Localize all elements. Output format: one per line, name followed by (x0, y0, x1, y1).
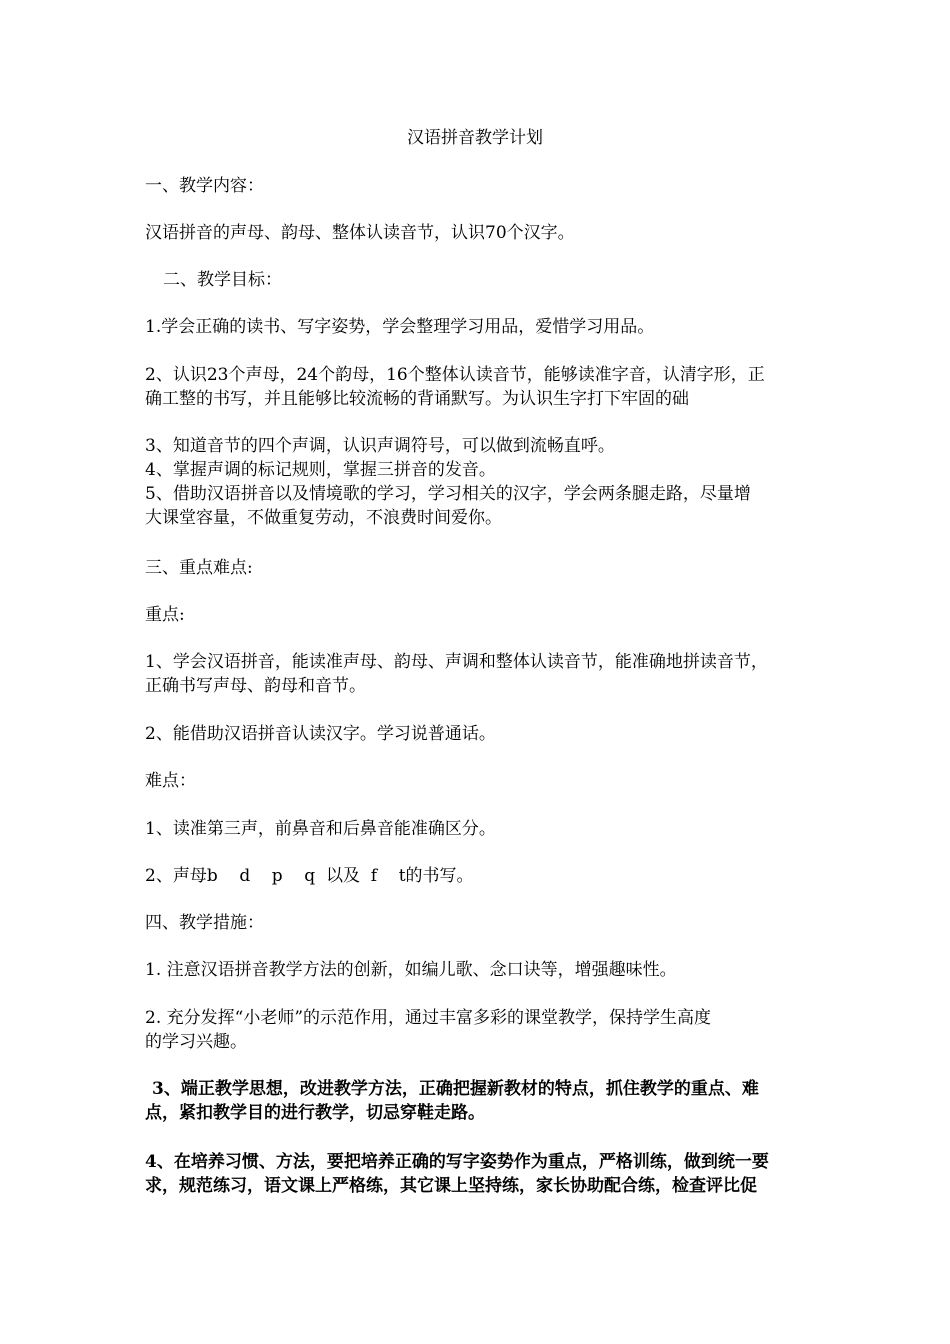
section-heading-key-points: 三、重点难点: (145, 558, 253, 578)
goal-4: 4、掌握声调的标记规则，掌握三拼音的发音。 (145, 460, 496, 480)
goal-5-line-2: 大课堂容量，不做重复劳动，不浪费时间爱你。 (145, 508, 502, 528)
key-2: 2、能借助汉语拼音认读汉字。学习说普通话。 (145, 724, 496, 744)
subheading-key: 重点: (145, 605, 185, 625)
measure-3-line-1: 3、端正教学思想，改进教学方法，正确把握新教材的特点，抓住教学的重点、难 (152, 1079, 759, 1099)
difficult-2: 2、声母b d p q 以及 f t的书写。 (145, 866, 474, 886)
measure-4-line-1: 4、在培养习惯、方法，要把培养正确的写字姿势作为重点，严格训练，做到统一要 (145, 1152, 769, 1172)
goal-2-line-1: 2、认识23个声母，24个韵母，16个整体认读音节，能够读准字音，认清字形，正 (145, 365, 765, 385)
key-1-line-1: 1、学会汉语拼音，能读准声母、韵母、声调和整体认读音节，能准确地拼读音节， (145, 652, 768, 672)
goal-1: 1.学会正确的读书、写字姿势，学会整理学习用品，爱惜学习用品。 (145, 317, 655, 337)
section-heading-goals: 二、教学目标： (163, 270, 282, 290)
key-1-line-2: 正确书写声母、韵母和音节。 (145, 676, 366, 696)
paragraph-content: 汉语拼音的声母、韵母、整体认读音节，认识70个汉字。 (145, 223, 575, 243)
measure-2-line-1: 2. 充分发挥“小老师”的示范作用，通过丰富多彩的课堂教学，保持学生高度 (145, 1008, 712, 1028)
goal-5-line-1: 5、借助汉语拼音以及情境歌的学习，学习相关的汉字，学会两条腿走路，尽量增 (145, 484, 751, 504)
section-heading-content: 一、教学内容： (145, 176, 264, 196)
measure-3-line-2: 点，紧扣教学目的进行教学，切忌穿鞋走路。 (145, 1103, 485, 1123)
document-title: 汉语拼音教学计划 (407, 128, 543, 148)
subheading-difficult: 难点： (145, 771, 196, 791)
section-heading-measures: 四、教学措施： (145, 913, 264, 933)
goal-3: 3、知道音节的四个声调，认识声调符号，可以做到流畅直呼。 (145, 436, 615, 456)
goal-2-line-2: 确工整的书写，并且能够比较流畅的背诵默写。为认识生字打下牢固的础 (145, 389, 689, 409)
measure-1: 1. 注意汉语拼音教学方法的创新，如编儿歌、念口诀等，增强趣味性。 (145, 960, 677, 980)
difficult-1: 1、读准第三声，前鼻音和后鼻音能准确区分。 (145, 819, 496, 839)
measure-4-line-2: 求，规范练习，语文课上严格练，其它课上坚持练，家长协助配合练，检查评比促 (145, 1176, 757, 1196)
measure-2-line-2: 的学习兴趣。 (145, 1032, 247, 1052)
